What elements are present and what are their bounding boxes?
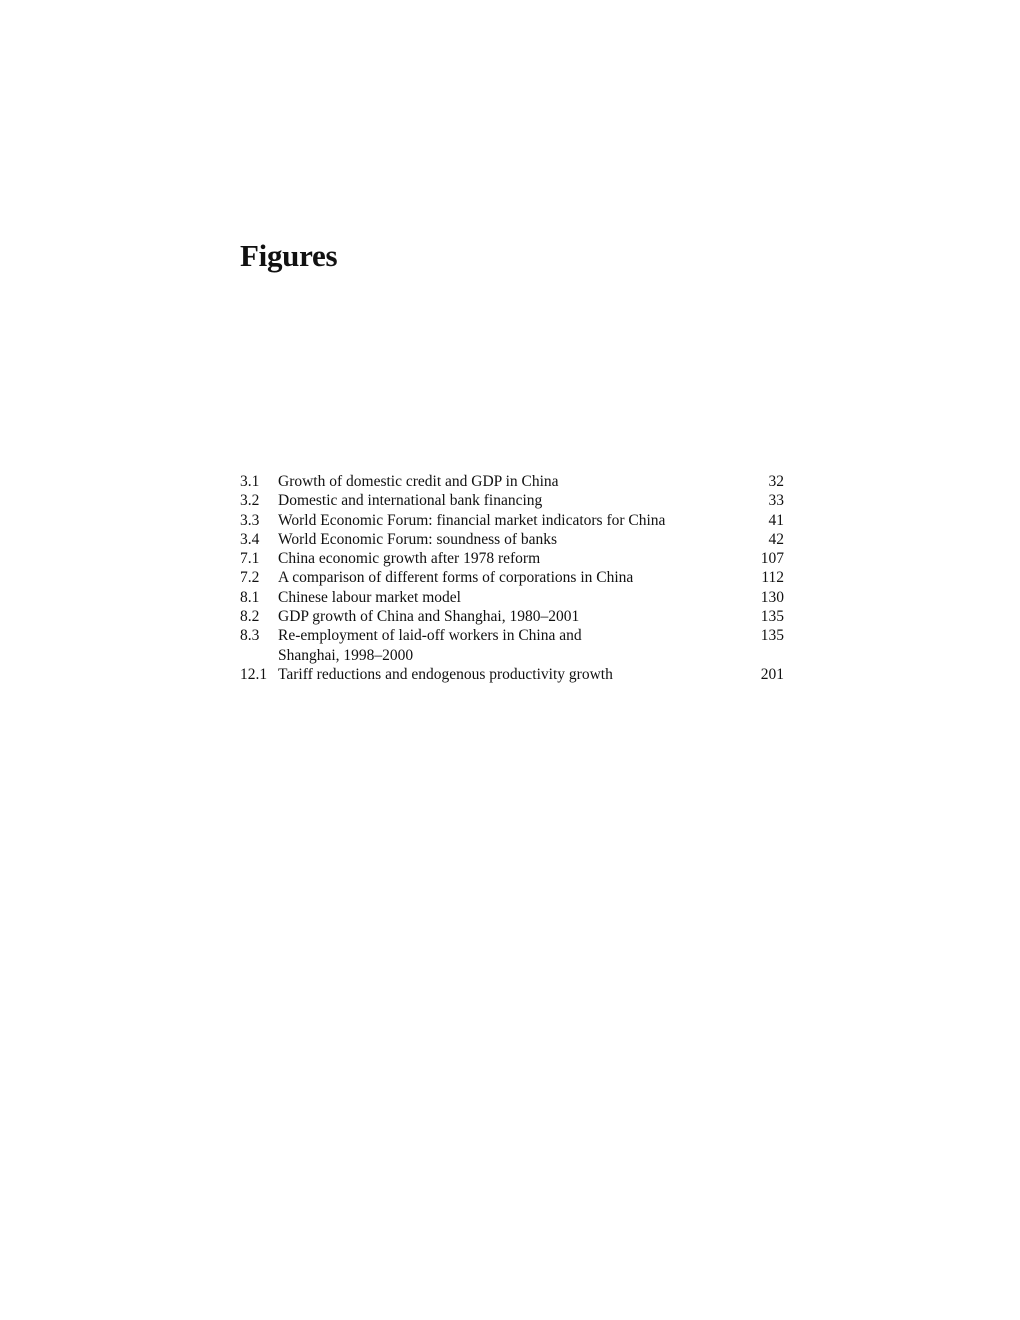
figure-number: 8.3 [240, 627, 260, 645]
figure-title-line: Shanghai, 1998–2000 [278, 646, 414, 664]
list-item [240, 588, 784, 607]
figure-title: Growth of domestic credit and GDP in China [278, 473, 559, 490]
figure-list [240, 472, 784, 684]
figure-title: A comparison of different forms of corporations in China [278, 569, 634, 587]
page-number: 130 [760, 588, 784, 606]
page-number: 135 [760, 608, 784, 626]
figure-number: 3.1 [240, 473, 260, 490]
page-title: Figures [240, 238, 338, 273]
list-item [240, 568, 784, 587]
figure-title [278, 626, 744, 665]
page-number: 33 [768, 492, 784, 510]
figure-title: GDP growth of China and Shanghai, 1980–2001 [278, 608, 580, 626]
figure-title: China economic growth after 1978 reform [278, 550, 541, 568]
figure-title: Domestic and international bank financing [278, 492, 543, 510]
page-number: 32 [768, 473, 784, 490]
figure-title-line: Re-employment of laid-off workers in China and [278, 627, 582, 645]
figure-title: Tariff reductions and endogenous productivity growth [278, 665, 613, 683]
figure-number: 3.4 [240, 530, 260, 548]
figure-title: Chinese labour market model [278, 588, 461, 606]
list-item [240, 511, 784, 530]
list-item [240, 472, 784, 491]
page-number: 107 [760, 550, 784, 568]
list-item [240, 626, 784, 665]
list-item [240, 549, 784, 568]
figure-number: 7.2 [240, 569, 260, 587]
figure-number: 3.2 [240, 492, 260, 510]
figure-number: 7.1 [240, 550, 260, 568]
page-number: 135 [760, 627, 784, 645]
figure-title: World Economic Forum: financial market indicators for China [278, 511, 666, 529]
list-item [240, 607, 784, 626]
figure-number: 12.1 [240, 665, 268, 683]
page-number: 201 [760, 665, 784, 683]
page-number: 41 [768, 511, 784, 529]
figure-title: World Economic Forum: soundness of banks [278, 530, 558, 548]
page-number: 42 [768, 530, 784, 548]
list-item [240, 530, 784, 549]
figure-number: 8.2 [240, 608, 260, 626]
list-item [240, 491, 784, 510]
figure-number: 3.3 [240, 511, 260, 529]
list-item [240, 665, 784, 684]
figure-number: 8.1 [240, 588, 260, 606]
page-number: 112 [761, 569, 784, 587]
